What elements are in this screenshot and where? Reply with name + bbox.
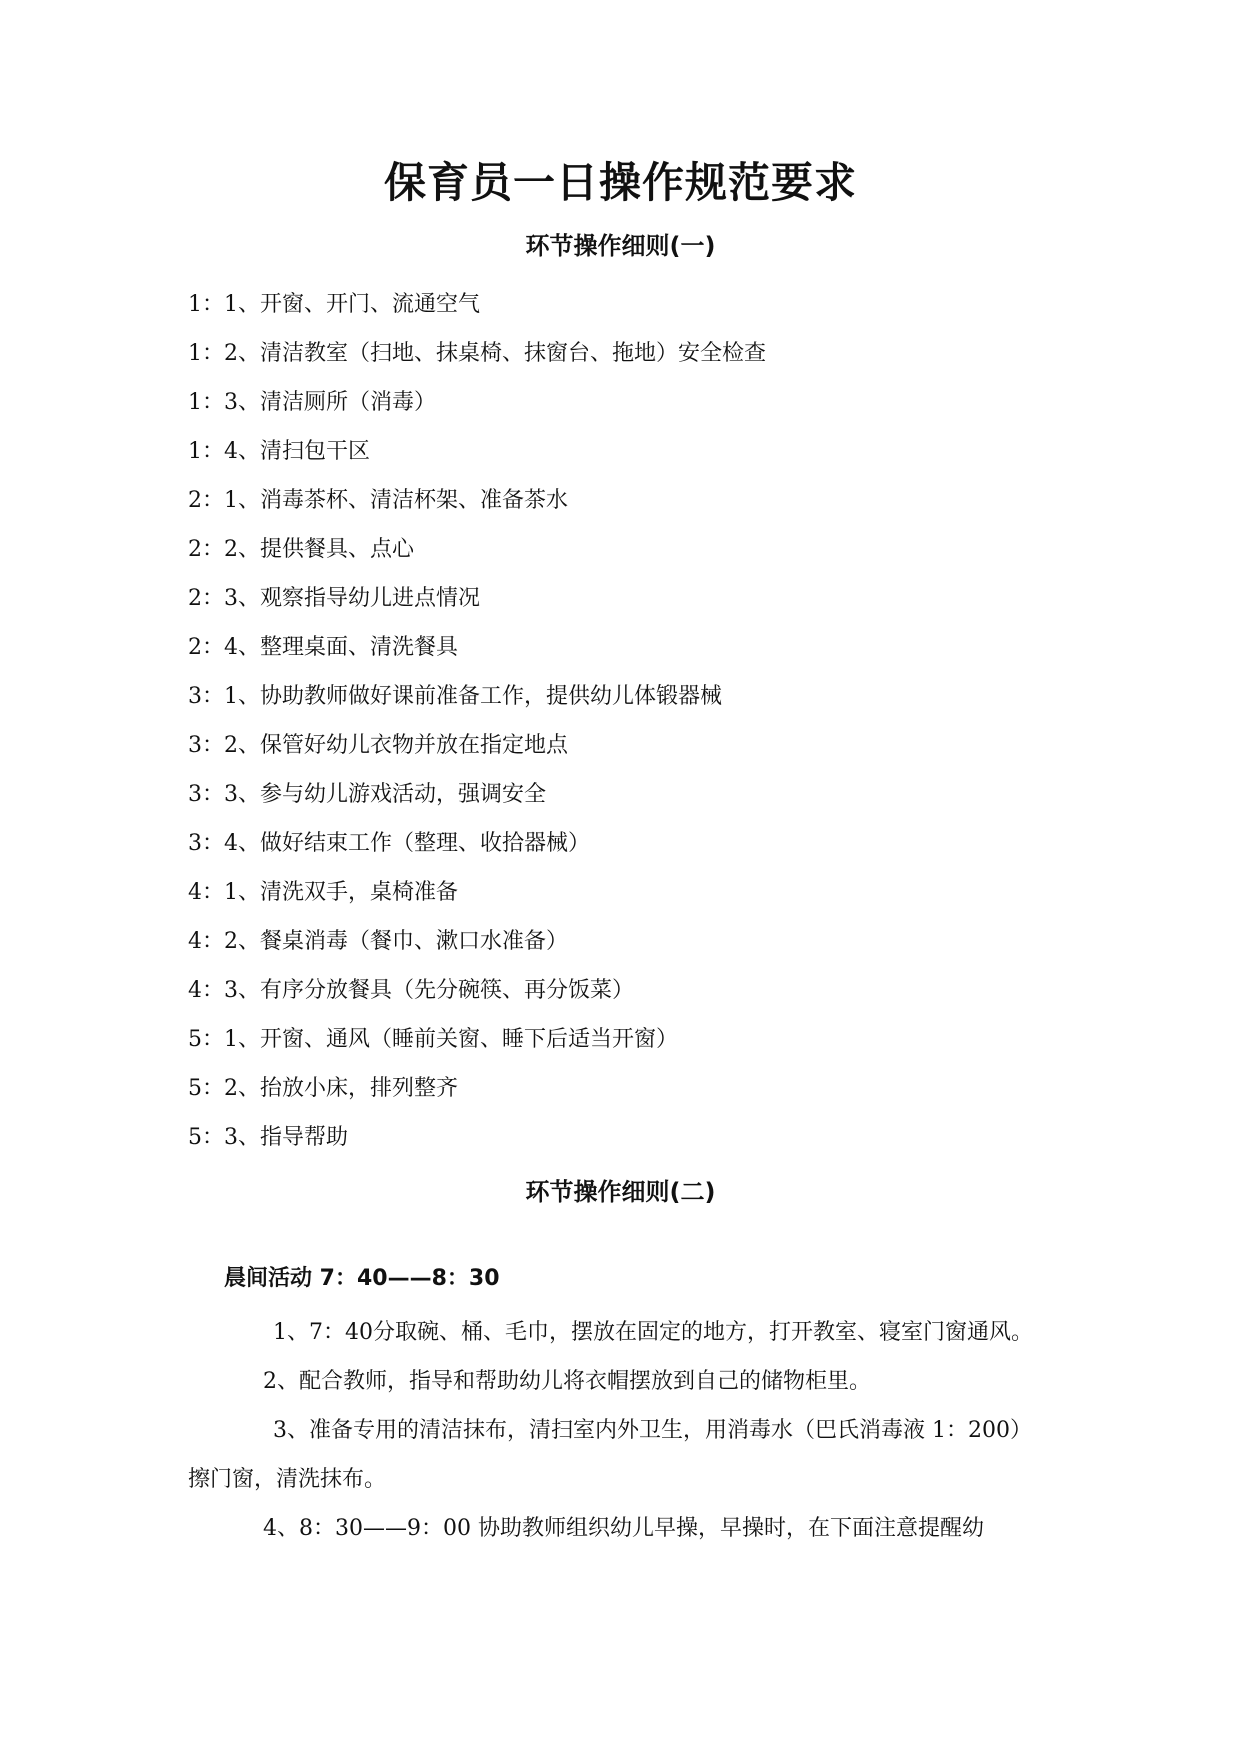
list-item: 2：4、整理桌面、清洗餐具 [188,635,458,660]
list-item: 1：3、清洁厕所（消毒） [188,390,436,415]
list-item: 5：2、抬放小床，排列整齐 [188,1076,458,1101]
list-item: 5：1、开窗、通风（睡前关窗、睡下后适当开窗） [188,1027,678,1052]
list-item: 2：1、消毒茶杯、清洁杯架、准备茶水 [188,488,568,513]
section-1-list [188,288,766,1170]
list-item: 3：3、参与幼儿游戏活动，强调安全 [188,782,546,807]
paragraph: 1、7：40分取碗、桶、毛巾，摆放在固定的地方，打开教室、寝室门窗通风。 [273,1320,1033,1345]
list-item: 4：1、清洗双手，桌椅准备 [188,880,458,905]
list-item: 1：1、开窗、开门、流通空气 [188,292,480,317]
list-item: 4：3、有序分放餐具（先分碗筷、再分饭菜） [188,978,634,1003]
list-item: 3：4、做好结束工作（整理、收拾器械） [188,831,590,856]
section-2-heading: 环节操作细则(二) [525,1178,716,1206]
list-item: 3：1、协助教师做好课前准备工作，提供幼儿体锻器械 [188,684,722,709]
list-item: 3：2、保管好幼儿衣物并放在指定地点 [188,733,568,758]
list-item: 1：4、清扫包干区 [188,439,370,464]
list-item: 2：2、提供餐具、点心 [188,537,414,562]
paragraph: 4、8：30——9：00 协助教师组织幼儿早操，早操时，在下面注意提醒幼 [263,1516,984,1541]
section-2-body [188,1308,1053,1553]
list-item: 1：2、清洁教室（扫地、抹桌椅、抹窗台、拖地）安全检查 [188,341,766,366]
section-1-heading: 环节操作细则(一) [525,232,716,260]
list-item: 5：3、指导帮助 [188,1125,348,1150]
document-title: 保育员一日操作规范要求 [383,158,857,207]
paragraph: 2、配合教师，指导和帮助幼儿将衣帽摆放到自己的储物柜里。 [263,1369,871,1394]
morning-activity-subheading: 晨间活动 7：40——8：30 [224,1266,500,1291]
list-item: 4：2、餐桌消毒（餐巾、漱口水准备） [188,929,568,954]
paragraph: 3、准备专用的清洁抹布，清扫室内外卫生，用消毒水（巴氏消毒液 1：200）擦门窗，清洗抹布。 [188,1418,1032,1492]
list-item: 2：3、观察指导幼儿进点情况 [188,586,480,611]
